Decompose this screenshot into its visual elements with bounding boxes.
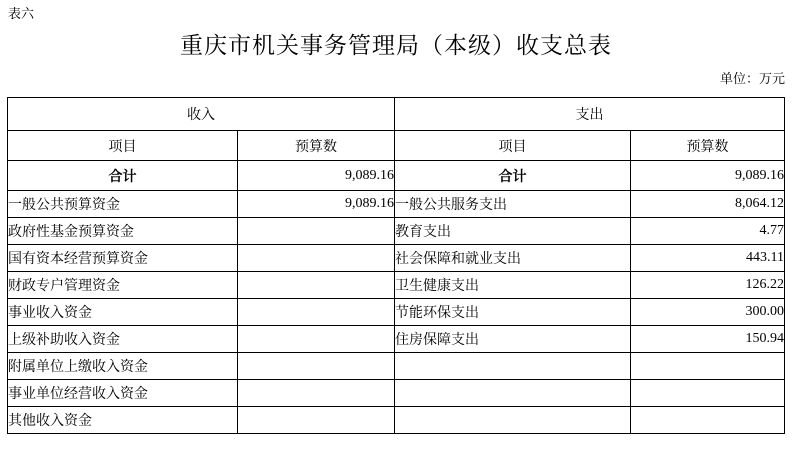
- table-row: [8, 218, 785, 245]
- expense-value: 8,064.12: [631, 191, 785, 218]
- expense-value: [631, 353, 785, 380]
- table-row: [8, 245, 785, 272]
- income-value: [238, 326, 395, 353]
- income-value: [238, 407, 395, 434]
- table-row: [8, 326, 785, 353]
- table-row: [8, 191, 785, 218]
- expense-value: 150.94: [631, 326, 785, 353]
- expense-item-column-header: 项目: [395, 131, 631, 161]
- expense-item: [395, 380, 631, 407]
- income-total-label: 合计: [8, 161, 238, 191]
- expense-value: 126.22: [631, 272, 785, 299]
- budget-table: [7, 97, 785, 434]
- unit-note: 单位：万元: [719, 71, 785, 86]
- income-value: [238, 245, 395, 272]
- income-value: [238, 353, 395, 380]
- income-section-header: 收入: [8, 98, 395, 131]
- expense-item: [395, 353, 631, 380]
- income-item: 国有资本经营预算资金: [8, 245, 238, 272]
- income-item: 事业收入资金: [8, 299, 238, 326]
- income-item: 附属单位上缴收入资金: [8, 353, 238, 380]
- table-number-label: 表六: [8, 6, 35, 21]
- expense-budget-column-header: 预算数: [631, 131, 785, 161]
- income-item: 政府性基金预算资金: [8, 218, 238, 245]
- expense-item: 住房保障支出: [395, 326, 631, 353]
- table-row: [8, 353, 785, 380]
- page-title: 重庆市机关事务管理局（本级）收支总表: [180, 33, 612, 58]
- table-row: [8, 407, 785, 434]
- income-value: [238, 272, 395, 299]
- expense-value: 443.11: [631, 245, 785, 272]
- income-value: [238, 218, 395, 245]
- expense-item: 节能环保支出: [395, 299, 631, 326]
- expense-value: [631, 380, 785, 407]
- expense-total-label: 合计: [395, 161, 631, 191]
- table-row: [8, 299, 785, 326]
- table-row: [8, 272, 785, 299]
- income-item: 事业单位经营收入资金: [8, 380, 238, 407]
- expense-value: 4.77: [631, 218, 785, 245]
- expense-item: [395, 407, 631, 434]
- income-value: [238, 299, 395, 326]
- expense-total-value: 9,089.16: [631, 161, 785, 191]
- expense-item: 社会保障和就业支出: [395, 245, 631, 272]
- income-item: 上级补助收入资金: [8, 326, 238, 353]
- expense-item: 卫生健康支出: [395, 272, 631, 299]
- income-value: [238, 380, 395, 407]
- income-item-column-header: 项目: [8, 131, 238, 161]
- total-row: [8, 161, 785, 191]
- expense-value: [631, 407, 785, 434]
- income-item: 财政专户管理资金: [8, 272, 238, 299]
- section-header-row: [8, 98, 785, 131]
- income-item: 其他收入资金: [8, 407, 238, 434]
- expense-item: 一般公共服务支出: [395, 191, 631, 218]
- expense-section-header: 支出: [395, 98, 785, 131]
- column-header-row: [8, 131, 785, 161]
- table-row: [8, 380, 785, 407]
- expense-item: 教育支出: [395, 218, 631, 245]
- income-budget-column-header: 预算数: [238, 131, 395, 161]
- income-item: 一般公共预算资金: [8, 191, 238, 218]
- expense-value: 300.00: [631, 299, 785, 326]
- income-total-value: 9,089.16: [238, 161, 395, 191]
- income-value: 9,089.16: [238, 191, 395, 218]
